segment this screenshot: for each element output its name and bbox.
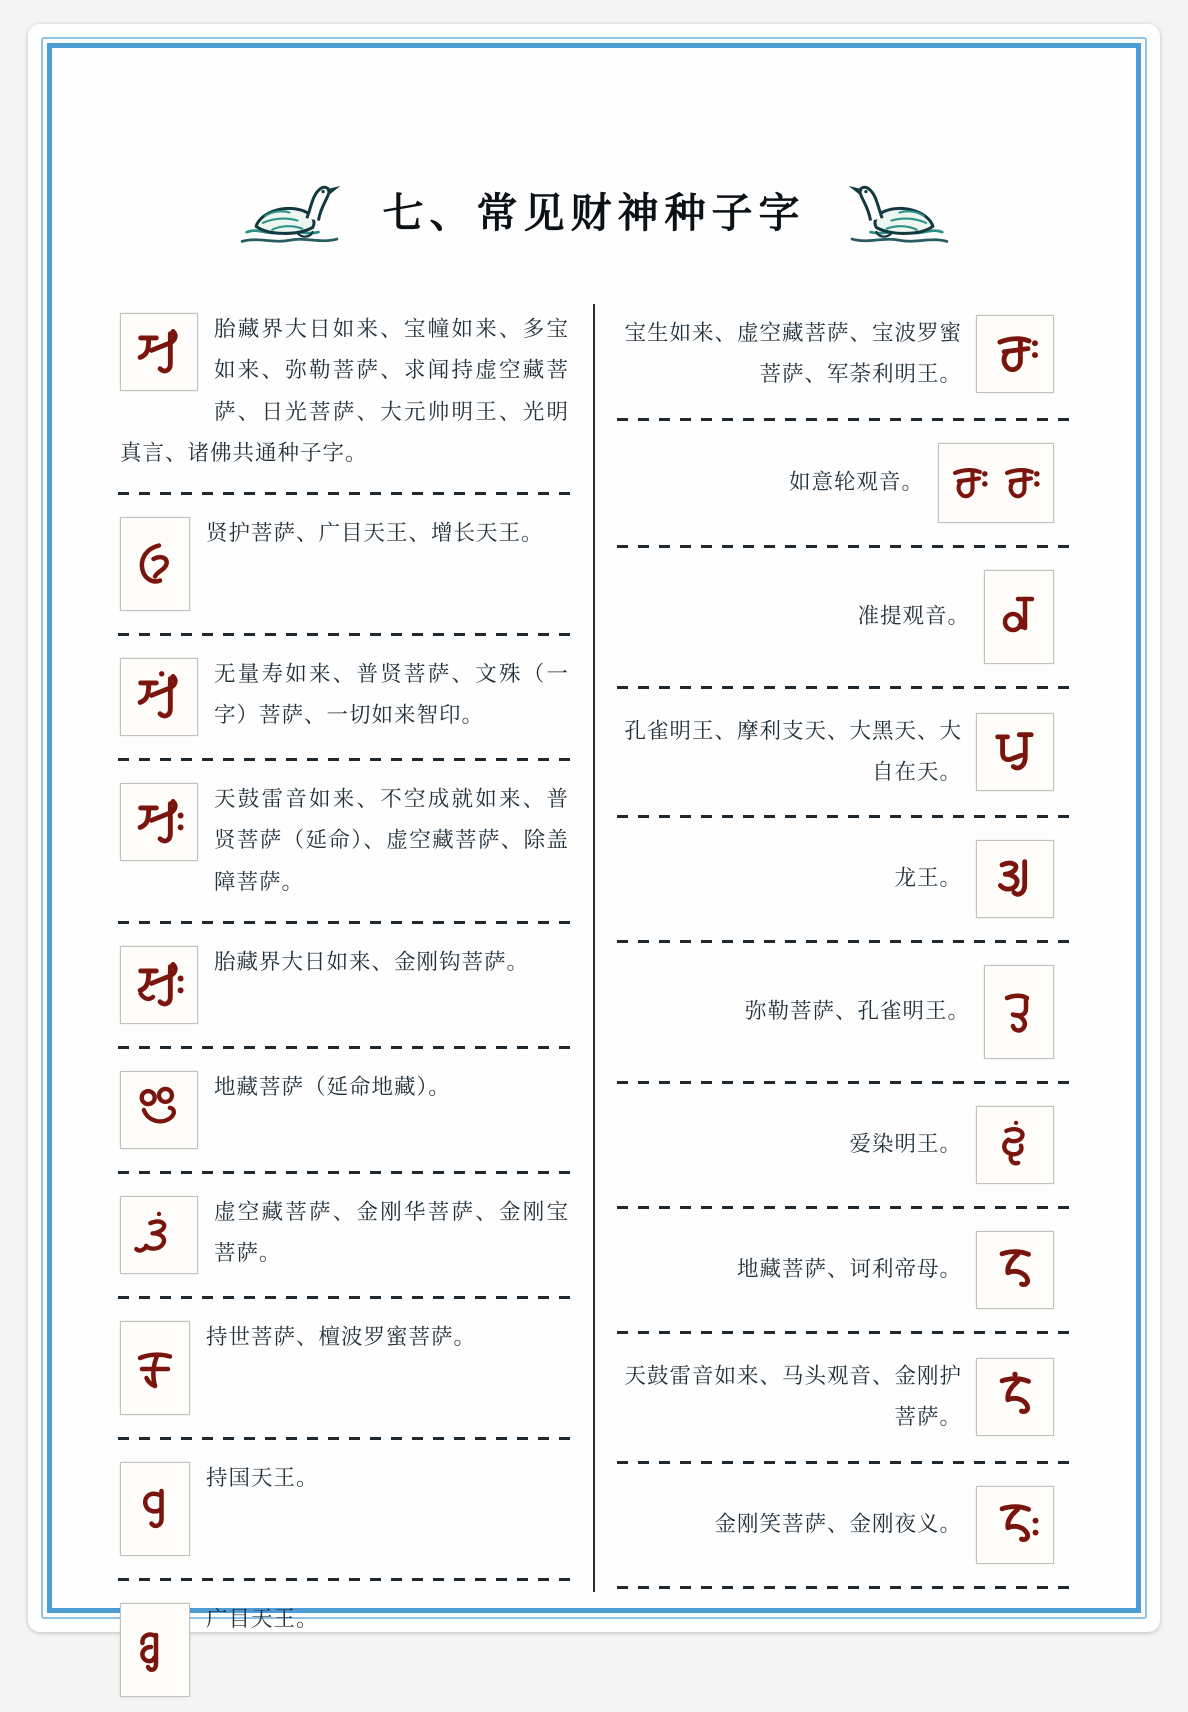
entry-text: 胎藏界大日如来、金刚钩菩萨。 <box>214 949 530 974</box>
entry <box>617 428 1070 538</box>
dashed-separator <box>118 492 571 495</box>
seed-syllable-box <box>120 783 198 861</box>
siddham-seed-syllable-icon <box>130 1615 180 1685</box>
entry <box>617 825 1070 933</box>
entry-text: 胎藏界大日如来、宝幢如来、多宝如来、弥勒菩萨、求闻持虚空藏菩萨、日光菩萨、大元帅明王、光明真言、诸佛共通种子字。 <box>120 317 569 465</box>
entry-text: 宝生如来、虚空藏菩萨、宝波罗蜜菩萨、军荼利明王。 <box>624 321 962 387</box>
entry <box>118 643 571 751</box>
dashed-separator <box>617 1331 1070 1334</box>
siddham-seed-syllable-icon <box>132 1083 186 1137</box>
entry <box>118 502 571 626</box>
entry <box>617 298 1070 411</box>
siddham-seed-syllable-icon <box>132 958 186 1012</box>
seed-syllable-box <box>976 713 1054 791</box>
entry-text: 无量寿如来、普贤菩萨、文殊（一字）菩萨、一切如来智印。 <box>214 662 569 728</box>
seed-syllable-box <box>120 946 198 1024</box>
seed-syllable-box <box>984 965 1054 1059</box>
siddham-seed-syllable-icon <box>988 327 1042 381</box>
entry <box>118 298 571 485</box>
dashed-separator <box>617 418 1070 421</box>
entry-text: 弥勒菩萨、孔雀明王。 <box>744 999 970 1024</box>
dashed-separator <box>617 545 1070 548</box>
siddham-seed-syllable-icon <box>988 1498 1042 1552</box>
page-content <box>58 54 1130 1631</box>
siddham-seed-syllable-icon <box>132 670 186 724</box>
dashed-separator <box>118 1296 571 1299</box>
siddham-seed-syllable-icon <box>130 529 180 599</box>
dashed-separator <box>118 1171 571 1174</box>
entry <box>617 1341 1070 1454</box>
entry-text: 爱染明王。 <box>849 1132 962 1157</box>
seed-syllable-box <box>976 1106 1054 1184</box>
entry <box>118 1181 571 1289</box>
entry-text: 金刚笑菩萨、金刚夜义。 <box>714 1511 962 1536</box>
dashed-separator <box>118 1578 571 1581</box>
dashed-separator <box>617 1081 1070 1084</box>
right-column <box>611 298 1076 1712</box>
entry <box>118 1306 571 1430</box>
entry-text: 虚空藏菩萨、金刚华菩萨、金刚宝菩萨。 <box>214 1199 569 1266</box>
entry-text: 持世菩萨、檀波罗蜜菩萨。 <box>206 1324 477 1349</box>
duck-icon <box>832 172 960 246</box>
siddham-seed-syllable-icon <box>988 852 1042 906</box>
siddham-seed-syllable-icon <box>130 1474 180 1544</box>
siddham-seed-syllable-icon <box>944 455 1048 511</box>
entry-text: 天鼓雷音如来、不空成就如来、普贤菩萨（延命）、虚空藏菩萨、除盖障菩萨。 <box>214 787 569 894</box>
seed-syllable-box <box>976 315 1054 393</box>
siddham-seed-syllable-icon <box>994 582 1044 652</box>
entry <box>118 931 571 1039</box>
two-column-layout <box>112 298 1076 1712</box>
dashed-separator <box>617 1586 1070 1589</box>
entry <box>118 1447 571 1571</box>
siddham-seed-syllable-icon <box>130 1333 180 1403</box>
seed-syllable-box <box>984 570 1054 664</box>
dashed-separator <box>118 633 571 636</box>
dashed-separator <box>617 1206 1070 1209</box>
siddham-seed-syllable-icon <box>132 1208 186 1262</box>
entry <box>617 696 1070 809</box>
seed-syllable-box <box>976 1231 1054 1309</box>
seed-syllable-box <box>976 1486 1054 1564</box>
entry <box>617 555 1070 679</box>
entry-text: 持国天王。 <box>206 1465 319 1490</box>
page-title: 七、常见财神种子字 <box>382 189 806 236</box>
dashed-separator <box>118 921 571 924</box>
entry <box>118 1588 571 1712</box>
siddham-seed-syllable-icon <box>988 1118 1042 1172</box>
entry-text: 广目天王。 <box>206 1606 319 1631</box>
seed-syllable-box <box>120 1462 190 1556</box>
left-column <box>112 298 577 1712</box>
title-row <box>78 172 1110 246</box>
dashed-separator <box>617 686 1070 689</box>
seed-syllable-box <box>120 1321 190 1415</box>
entry-text: 天鼓雷音如来、马头观音、金刚护菩萨。 <box>624 1364 962 1430</box>
dashed-separator <box>118 1046 571 1049</box>
page-card <box>28 24 1160 1632</box>
seed-syllable-box <box>120 1071 198 1149</box>
seed-syllable-box <box>976 840 1054 918</box>
entry-text: 贤护菩萨、广目天王、增长天王。 <box>206 521 544 546</box>
seed-syllable-box <box>120 313 198 391</box>
siddham-seed-syllable-icon <box>994 977 1044 1047</box>
dashed-separator <box>118 758 571 761</box>
seed-syllable-box <box>120 1603 190 1697</box>
seed-syllable-box <box>120 658 198 736</box>
siddham-seed-syllable-icon <box>988 1243 1042 1297</box>
entry-text: 如意轮观音。 <box>788 469 924 494</box>
siddham-seed-syllable-icon <box>988 725 1042 779</box>
dashed-separator <box>617 1461 1070 1464</box>
entry-text: 地藏菩萨、诃利帝母。 <box>736 1257 962 1282</box>
entry-text: 龙王。 <box>894 866 962 891</box>
dashed-separator <box>118 1437 571 1440</box>
siddham-seed-syllable-icon <box>132 325 186 379</box>
seed-syllable-box <box>976 1358 1054 1436</box>
entry <box>617 1091 1070 1199</box>
entry-text: 准提观音。 <box>857 603 970 628</box>
dashed-separator <box>617 940 1070 943</box>
entry <box>617 950 1070 1074</box>
entry-text: 孔雀明王、摩利支天、大黑天、大自在天。 <box>624 718 962 784</box>
siddham-seed-syllable-icon <box>988 1370 1042 1424</box>
entry <box>118 1056 571 1164</box>
entry <box>617 1216 1070 1324</box>
dashed-separator <box>617 815 1070 818</box>
duck-icon <box>229 172 357 246</box>
seed-syllable-box <box>120 517 190 611</box>
seed-syllable-box <box>120 1196 198 1274</box>
siddham-seed-syllable-icon <box>132 795 186 849</box>
entry-text: 地藏菩萨（延命地藏）。 <box>214 1074 451 1099</box>
entry <box>617 1471 1070 1579</box>
column-divider <box>593 304 595 1592</box>
entry <box>118 768 571 914</box>
seed-syllable-box <box>938 443 1054 523</box>
